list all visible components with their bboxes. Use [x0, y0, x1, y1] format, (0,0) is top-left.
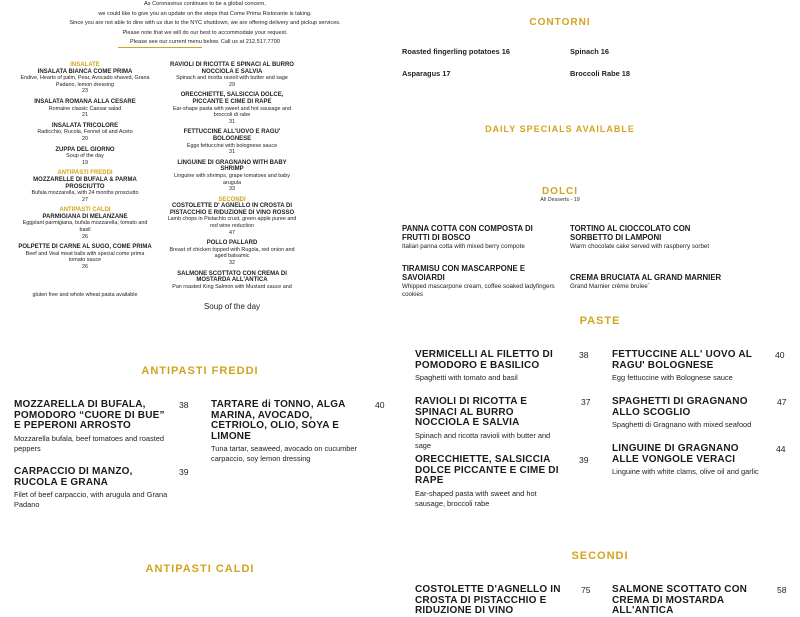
- antipasto-name-part: TARTARE: [211, 399, 259, 410]
- mini-item-price: 23: [82, 88, 88, 95]
- mini-item-desc: Radicchio, Rucola, Fennel oil and Aceto: [37, 129, 133, 136]
- antipasto-desc: Mozzarella bufala, beef tomatoes and roasted peppers: [14, 433, 164, 453]
- intro-line: Since you are not able to dine with us due to the NYC shutdown, we are offering delivery and pickup services.: [69, 20, 341, 27]
- mini-item-name: POLLO PALLARD: [206, 240, 258, 247]
- pasta-name: LINGUINE DI GRAGNANO ALLE VONGOLE VERACI: [612, 443, 739, 465]
- mini-item-price: 31: [229, 118, 235, 125]
- mini-item-name: MOZZARELLE DI BUFALA & PARMA PROSCIUTTO: [33, 176, 137, 190]
- pasta-price: 44: [776, 444, 786, 454]
- mini-item-price: 32: [229, 260, 235, 267]
- mini-item-desc: Linguine with shrimps, grape tomatoes and baby arugula: [174, 172, 290, 186]
- paste-title: PASTE: [579, 315, 621, 327]
- dessert-name: TIRAMISU CON MASCARPONE E SAVOIARDI: [402, 264, 526, 282]
- pasta-price: 38: [579, 350, 589, 360]
- mini-item-desc: Pan roasted King Salmon with Mustard sauce and: [172, 283, 292, 290]
- antipasto-item: [211, 400, 369, 464]
- intro-line: Please note that we will do our best to accommodate your request.: [122, 29, 288, 36]
- contorni-item: Roasted fingerling potatoes 16: [402, 47, 511, 56]
- antipasto-name: CARPACCIO DI MANZO, RUCOLA E GRANA: [14, 466, 133, 488]
- dolci-title: DOLCI: [541, 186, 579, 197]
- mini-item-price: 21: [82, 112, 88, 119]
- mini-item-name: POLPETTE DI CARNE AL SUGO, COME PRIMA: [18, 244, 152, 251]
- antipasto-price: 40: [375, 400, 385, 410]
- mini-item-price: 26: [82, 264, 88, 271]
- mini-item-desc: Endive, Hearts of palm, Pear, Avocado shaved, Grana Padano, lemon dressing: [20, 75, 150, 88]
- pasta-item: [612, 444, 767, 477]
- antipasto-name: MOZZARELLA DI BUFALA, POMODORO “CUORE DI BUE” E PEPERONI ARROSTO: [14, 399, 165, 432]
- secondo-name: SALMONE SCOTTATO CON CREMA DI MOSTARDA ALL'ANTICA: [612, 584, 748, 617]
- antipasto-item: [14, 400, 174, 454]
- mini-menu-footnote: gluten free and whole wheat pasta available: [32, 292, 138, 298]
- dessert-item: [570, 273, 730, 291]
- intro-notice: [20, 0, 390, 48]
- mini-item-name: ORECCHIETTE, SALSICCIA DOLCE, PICCANTE E CIME DI RAPE: [180, 92, 284, 105]
- dessert-desc: Whipped mascarpone cream, coffee soaked ladyfingers cookies: [402, 283, 555, 299]
- dessert-name: TORTINO AL CIOCCOLATO CON SORBETTO DI LAMPONI: [570, 224, 691, 242]
- pasta-name: FETTUCCINE ALL' UOVO AL RAGU' BOLOGNESE: [612, 349, 752, 371]
- pasta-desc: Linguine with white clams, olive oil and garlic: [612, 467, 759, 477]
- antipasto-price: 38: [179, 400, 189, 410]
- secondi-title: SECONDI: [571, 550, 629, 562]
- mini-item-name: PARMIGIANA DI MELANZANE: [42, 213, 128, 220]
- mini-section-title: ANTIPASTI FREDDI: [57, 170, 113, 177]
- pasta-item: [415, 397, 565, 451]
- mini-menu-tail: Soup of the day: [203, 302, 261, 311]
- mini-item-name: SALMONE SCOTTATO CON CREMA DI MOSTARDA ALL'ANTICA: [177, 270, 287, 284]
- mini-item-name: COSTOLETTE D' AGNELLO IN CROSTA DI PISTACCHIO E RIDUZIONE DI VINO ROSSO: [169, 203, 295, 216]
- intro-line: we could like to give you an update on the steps that Come Prima Ristorante is taking.: [98, 10, 312, 17]
- mini-item-price: 33: [229, 186, 235, 193]
- antipasto-price: 39: [179, 467, 189, 477]
- antipasto-item: [14, 467, 174, 510]
- secondo-item: [612, 584, 770, 617]
- pasta-price: 47: [777, 397, 787, 407]
- mini-item-price: 19: [82, 159, 88, 166]
- divider-rule: [118, 47, 202, 48]
- mini-item-desc: Romaine classic Caesar salad: [48, 105, 122, 112]
- mini-item-name: FETTUCCINE ALL'UOVO E RAGU' BOLOGNESE: [183, 129, 281, 142]
- mini-item-price: 31: [229, 149, 235, 156]
- pasta-desc: Ear-shaped pasta with sweet and hot sausage, broccoli rabe: [415, 488, 537, 508]
- pasta-price: 40: [775, 350, 785, 360]
- pasta-item: [415, 350, 565, 383]
- mini-item-desc: Ear-shape pasta with sweet and hot sausage and broccoli di rabe: [172, 105, 292, 119]
- pasta-desc: Egg fettuccine with Bolognese sauce: [612, 373, 733, 383]
- pasta-name: RAVIOLI DI RICOTTA E SPINACI AL BURRO NOCCIOLA E SALVIA: [415, 396, 528, 429]
- mini-item-name: INSALATA ROMANA ALLA CESARE: [34, 98, 136, 105]
- dessert-name: CREMA BRUCIATA AL GRAND MARNIER: [570, 273, 722, 282]
- pasta-price: 37: [581, 397, 591, 407]
- mini-item-name: ZUPPA DEL GIORNO: [55, 146, 115, 153]
- antipasti-freddi-title: ANTIPASTI FREDDI: [141, 365, 259, 377]
- mini-item-name: RAVIOLI DI RICOTTA E SPINACI AL BURRO NOCCIOLA E SALVIA: [170, 62, 294, 75]
- secondo-name: COSTOLETTE D'AGNELLO IN CROSTA DI PISTACCHIO E RIDUZIONE DI VINO: [415, 584, 561, 617]
- antipasto-desc: Filet of beef carpaccio, with arugula and Grana Padano: [14, 490, 168, 510]
- mini-item-price: 27: [82, 196, 88, 203]
- antipasto-desc: Tuna tartar, seaweed, avocado on cucumber carpaccio, soy lemon dressing: [211, 444, 357, 464]
- intro-line: Please see our current menu below. Call us at 212.517.7700: [130, 39, 280, 46]
- secondo-price: 58: [777, 585, 787, 595]
- contorni-item: Spinach 16: [570, 47, 610, 56]
- mini-item-name: INSALATA TRICOLORE: [51, 122, 119, 129]
- dessert-item: [402, 264, 562, 300]
- mini-item-desc: Eggplant parmigiana, bufala mozzarella, tomato and basil: [22, 220, 148, 234]
- mini-section-title: INSALATE: [70, 62, 100, 68]
- intro-line: As Coronavirus continues to be a global concern,: [144, 1, 266, 7]
- dessert-desc: Italian panna cotta with mixed berry compote: [402, 243, 525, 250]
- pasta-desc: Spaghetti with tomato and basil: [415, 373, 518, 383]
- secondo-price: 75: [581, 585, 591, 595]
- daily-specials-title: DAILY SPECIALS AVAILABLE: [485, 124, 635, 134]
- pasta-desc: Spinach and ricotta ravioli with butter and sage: [415, 430, 551, 450]
- antipasto-name-part: TONNO, ALGA MARINA, AVOCADO, CETRIOLO, OLIO, SOYA E LIMONE: [211, 399, 346, 442]
- dessert-item: [402, 224, 562, 251]
- mini-item-price: 20: [82, 135, 88, 142]
- mini-menu-left: [18, 62, 152, 275]
- antipasto-name: [211, 400, 369, 442]
- mini-menu-right: [166, 62, 298, 290]
- contorni-title: CONTORNI: [529, 17, 591, 28]
- dessert-desc: Grand Marnier crème brulee`: [570, 283, 650, 290]
- mini-section-title: SECONDI: [218, 196, 246, 203]
- pasta-name: SPAGHETTI DI GRAGNANO ALLO SCOGLIO: [612, 396, 748, 418]
- mini-item-desc: Bufala mozzarella, with 24 months prosciutto: [31, 190, 139, 197]
- contorni-item: Broccoli Rabe 18: [570, 69, 630, 78]
- pasta-item: [612, 350, 767, 383]
- mini-item-price: 29: [229, 81, 235, 88]
- pasta-desc: Spaghetti di Gragnano with mixed seafood: [612, 420, 752, 430]
- secondo-item: [415, 584, 573, 617]
- dessert-item: [570, 224, 730, 251]
- pasta-price: 39: [579, 455, 589, 465]
- mini-item-desc: Lamb chops in Pistachio crust, green apple puree and red wine reduction: [167, 216, 297, 230]
- mini-item-name: INSALATA BIANCA COME PRIMA: [37, 68, 133, 75]
- contorni-item: Asparagus 17: [402, 69, 451, 78]
- mini-item-desc: Soup of the day: [66, 153, 104, 160]
- mini-section-title: ANTIPASTI CALDI: [59, 207, 111, 214]
- pasta-name: ORECCHIETTE, SALSICCIA DOLCE PICCANTE E CIME DI RAPE: [415, 454, 559, 487]
- dessert-desc: Warm chocolate cake served with raspberry sorbet: [570, 243, 710, 250]
- mini-item-desc: Beef and Veal meat balls with special come prima tomato sauce: [25, 250, 145, 264]
- pasta-item: [415, 455, 565, 509]
- mini-item-price: 47: [229, 229, 235, 236]
- mini-item-desc: Spinach and ricotta ravioli with butter and sage: [176, 75, 288, 82]
- antipasto-name-part: di: [258, 399, 274, 410]
- pasta-name: VERMICELLI AL FILETTO DI POMODORO E BASILICO: [415, 349, 553, 371]
- mini-item-price: 26: [82, 233, 88, 240]
- mini-item-name: LINGUINE DI GRAGNANO WITH BABY SHRIMP: [177, 159, 287, 173]
- pasta-item: [612, 397, 767, 430]
- antipasti-caldi-title: ANTIPASTI CALDI: [145, 563, 255, 575]
- dessert-name: PANNA COTTA CON COMPOSTA DI FRUTTI DI BOSCO: [402, 224, 533, 242]
- mini-item-desc: Breast of chicken topped with Rugola, red onion and aged balsamic: [169, 246, 295, 260]
- dolci-subtitle: All Desserts - 19: [540, 197, 580, 203]
- mini-item-desc: Eggs fettuccine with bolognese sauce: [186, 142, 278, 149]
